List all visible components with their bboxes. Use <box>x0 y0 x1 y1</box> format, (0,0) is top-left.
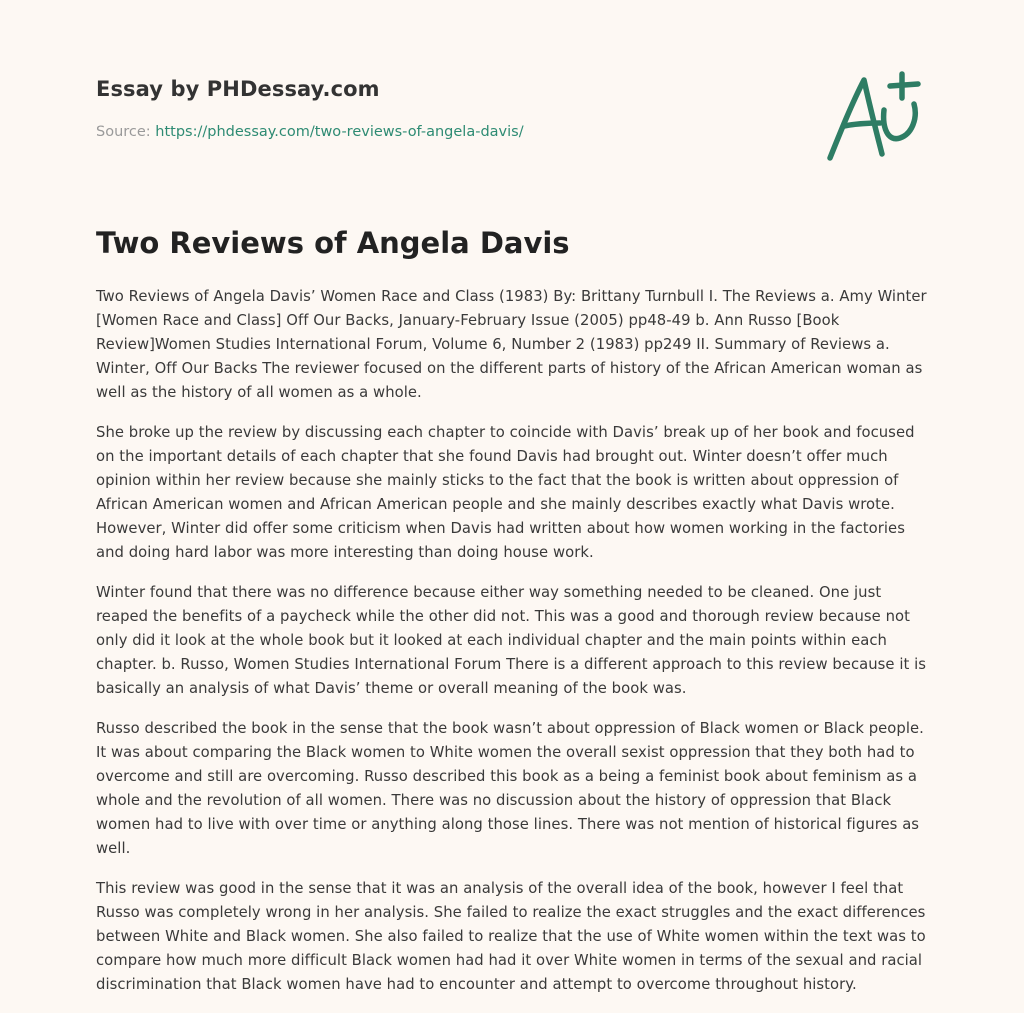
paragraph: Two Reviews of Angela Davis’ Women Race and Class (1983) By: Brittany Turnbull I. The Reviews a. Amy Winter [Women Race and Class] Off Our Backs, January-February Issue (2005) pp48-49 b. Ann Russo [Book Review]Women Studies International Forum, Volume 6, Number 2 (1983) pp249 II. Summary of Reviews a. Winter, Off Our Backs The reviewer focused on the different parts of history of the African American woman as well as the history of all women as a whole. <box>96 288 927 401</box>
source-label: Source: <box>96 124 156 140</box>
paragraph: Winter found that there was no difference because either way something needed to be cleaned. One just reaped the benefits of a paycheck while the other did not. This was a good and thorough review because not only did it look at the whole book but it looked at each individual chapter and the main points within each chapter. b. Russo, Women Studies International Forum There is a different approach to this review because it is basically an analysis of what Davis’ theme or overall meaning of the book was. <box>96 584 927 697</box>
page-title: Two Reviews of Angela Davis <box>96 226 570 260</box>
article-body <box>96 285 928 1013</box>
a-plus-logo-icon <box>822 68 932 168</box>
paragraph: She broke up the review by discussing each chapter to coincide with Davis’ break up of her book and focused on the important details of each chapter that she found Davis had brought out. Winter doesn’t offer much opinion within her review because she mainly sticks to the fact that the book is written about oppression of African American women and African American people and she mainly describes exactly what Davis wrote. However, Winter did offer some criticism when Davis had written about how women working in the factories and doing hard labor was more interesting than doing house work. <box>96 424 915 561</box>
paragraph: Russo described the book in the sense that the book wasn’t about oppression of Black women or Black people. It was about comparing the Black women to White women the overall sexist oppression that they both had to overcome and still are overcoming. Russo described this book as a being a feminist book about feminism as a whole and the revolution of all women. There was no discussion about the history of oppression that Black women had to live with over time or anything along those lines. There was not mention of historical figures as well. <box>96 720 924 857</box>
site-brand: Essay by PHDessay.com <box>96 77 380 101</box>
source-link[interactable]: https://phdessay.com/two-reviews-of-angela-davis/ <box>155 124 524 140</box>
source-line <box>96 124 524 140</box>
paragraph: This review was good in the sense that it was an analysis of the overall idea of the book, however I feel that Russo was completely wrong in her analysis. She failed to realize the exact struggles and the exact differences between White and Black women. She also failed to realize that the use of White women within the text was to compare how much more difficult Black women had had it over White women in terms of the sexual and racial discrimination that Black women have had to encounter and attempt to overcome throughout history. <box>96 880 926 993</box>
